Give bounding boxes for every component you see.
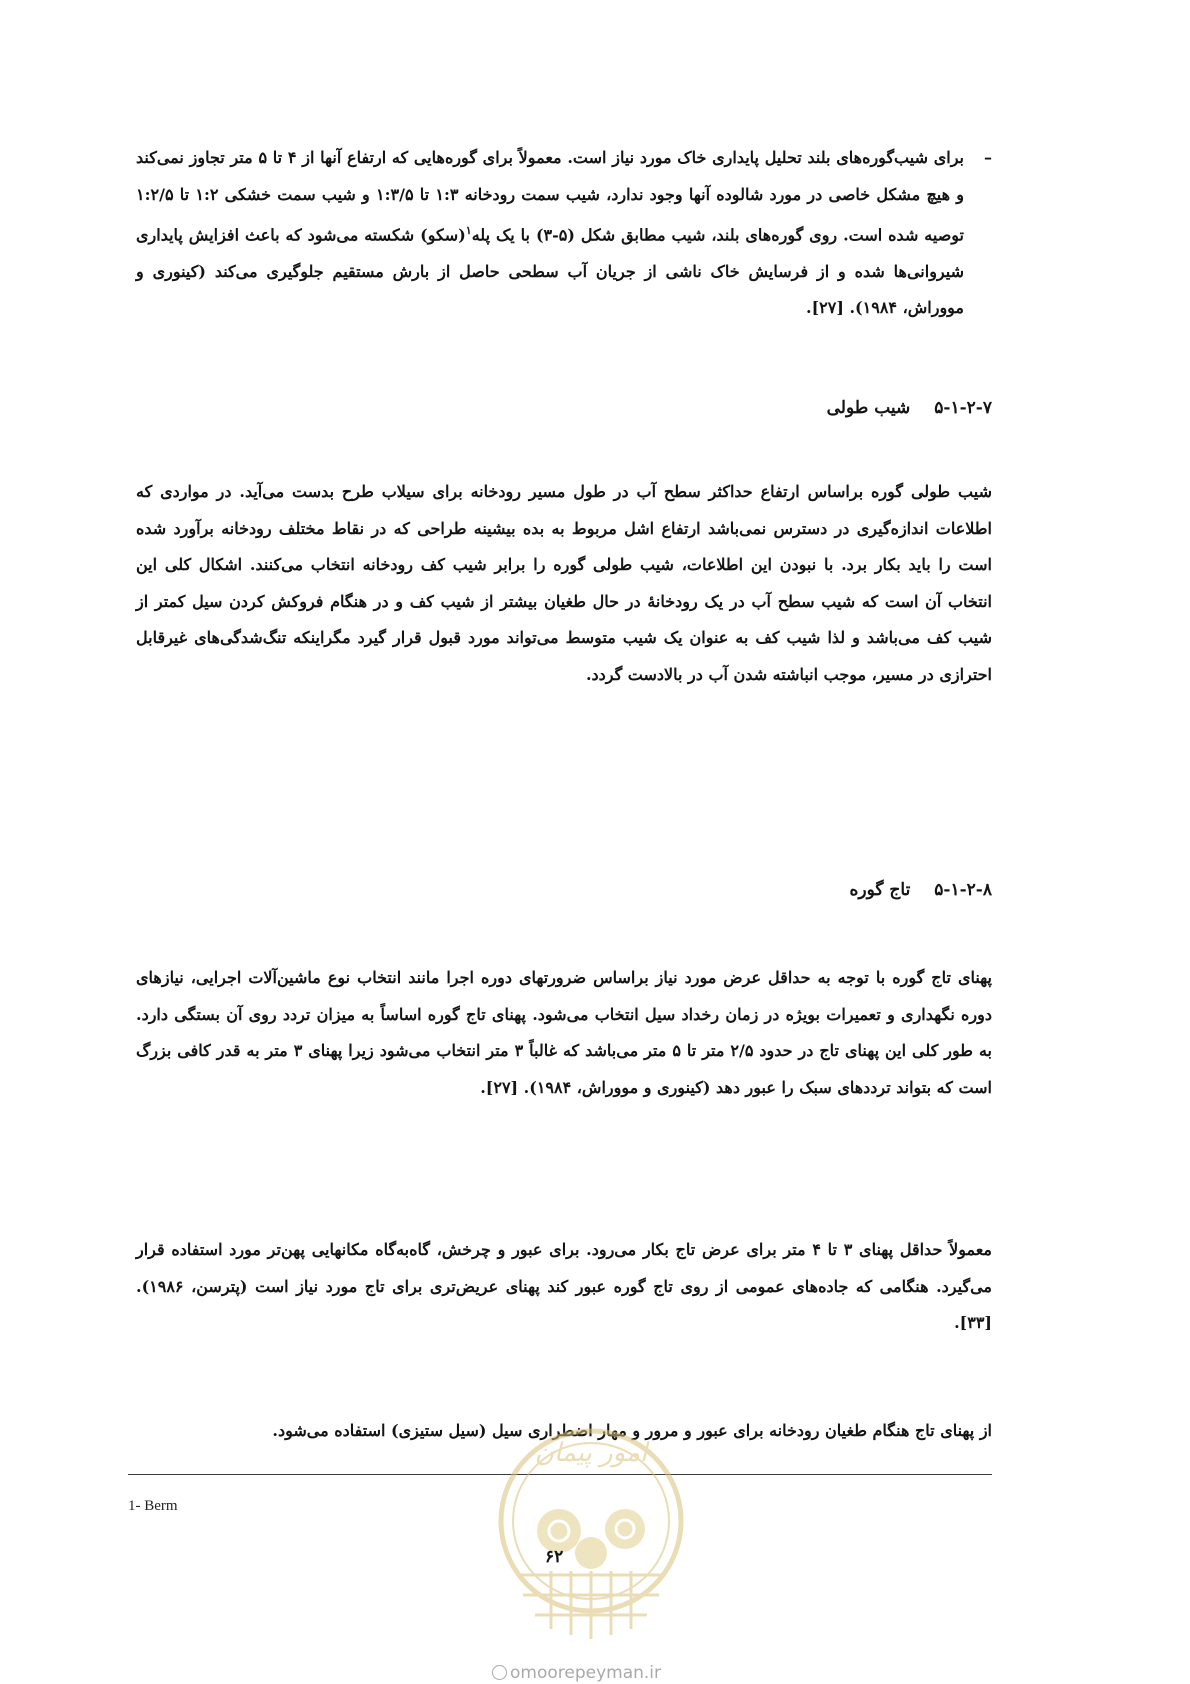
- section-8-paragraph-1: پهنای تاج گوره با توجه به حداقل عرض مورد نیاز براساس ضرورتهای دوره اجرا مانند انتخاب نوع ماشین‌آلات اجرایی، نیازهای دوره نگهداری و تعمیرات بویژه در زمان رخداد سیل انتخاب می‌شود. پهنای تاج گوره اساساً به میزان تردد روی آن بستگی دارد. به طور کلی این پهنای تاج در حدود ۲/۵ متر تا ۵ متر می‌باشد که غالباً ۳ متر انتخاب می‌شود زیرا پهنای ۳ متر به قدر کافی بزرگ است که بتواند ترددهای سبک را عبور دهد (کینوری و مووراش، ۱۹۸۴). [۲۷].: [136, 968, 993, 1097]
- globe-icon: [492, 1665, 507, 1680]
- watermark-logo-text: امور پیمان: [534, 1438, 648, 1468]
- watermark-url: [492, 1663, 661, 1683]
- bullet-text-part-2: (سکو) شکسته می‌شود که باعث افزایش پایداری شیروانی‌ها شده و از فرسایش خاک ناشی از جریان آب سطحی حاصل از بارش مستقیم جلوگیری می‌کند (کینوری و مووراش، ۱۹۸۴). [۲۷].: [136, 225, 964, 318]
- section-7-number: ۵-۱-۲-۷: [934, 398, 992, 418]
- bullet-text: [136, 140, 992, 327]
- bullet-dash: –: [984, 148, 992, 167]
- bullet-text-part-1: برای شیب‌گوره‌های بلند تحلیل پایداری خاک مورد نیاز است. معمولاً برای گوره‌هایی که ارتفاع آنها از ۴ تا ۵ متر تجاوز نمی‌کند و هیچ مشکل خاصی در مورد شالوده آنها وجود ندارد، شیب سمت رودخانه ۱:۳ تا ۱:۳/۵ و شیب سمت خشکی ۱:۲ تا ۱:۲/۵ توصیه شده است. روی گوره‌های بلند، شیب مطابق شکل (۵-۳) با یک پله: [136, 148, 965, 245]
- watermark-logo-icon: [495, 1403, 687, 1651]
- section-7-paragraph: شیب طولی گوره براساس ارتفاع حداکثر سطح آب در طول مسیر رودخانه برای سیلاب طرح بدست می‌آید. در مواردی که اطلاعات اندازه‌گیری در دسترس نمی‌باشد ارتفاع اشل مربوط به بده بیشینه طراحی که در نقاط مختلف رودخانه برآورد شده است را باید بکار برد. با نبودن این اطلاعات، شیب طولی گوره را برابر شیب کف رودخانه انتخاب می‌کنند. اشکال کلی این انتخاب آن است که شیب سطح آب در یک رودخانهٔ در حال طغیان بیشتر از شیب کف و در هنگام فروکش کردن سیل کمتر از شیب کف می‌باشد و لذا شیب کف به عنوان یک شیب متوسط می‌تواند مورد قبول قرار گیرد مگراینکه تنگ‌شدگی‌های غیرقابل احترازی در مسیر، موجب انباشته شدن آب در بالادست گردد.: [136, 482, 992, 684]
- page-number: ۶۲: [545, 1547, 564, 1567]
- section-8-number: ۵-۱-۲-۸: [934, 880, 992, 900]
- footnote: 1- Berm: [128, 1498, 178, 1514]
- section-8-paragraph-2: معمولاً حداقل پهنای ۳ تا ۴ متر برای عرض تاج بکار می‌رود. برای عبور و چرخش، گاه‌به‌گاه مکانهایی پهن‌تر مورد استفاده قرار می‌گیرد. هنگامی که جاده‌های عمومی از روی تاج گوره عبور کند پهنای عریض‌تری برای تاج مورد نیاز است (پترسن، ۱۹۸۶). [۳۳].: [136, 1240, 993, 1332]
- footnote-reference: ۱: [465, 224, 472, 237]
- bullet-paragraph: [136, 140, 992, 327]
- section-8-paragraph-3: از پهنای تاج هنگام طغیان رودخانه برای عبور و مرور و مهار اضطراری سیل (سیل ستیزی) استفاده می‌شود.: [272, 1421, 992, 1440]
- section-7-heading: [827, 398, 992, 418]
- section-7-title: شیب طولی: [826, 398, 911, 418]
- section-8-heading: [850, 880, 993, 900]
- section-8-title: تاج گوره: [849, 880, 911, 900]
- watermark-url-text: omoorepeyman.ir: [510, 1663, 662, 1683]
